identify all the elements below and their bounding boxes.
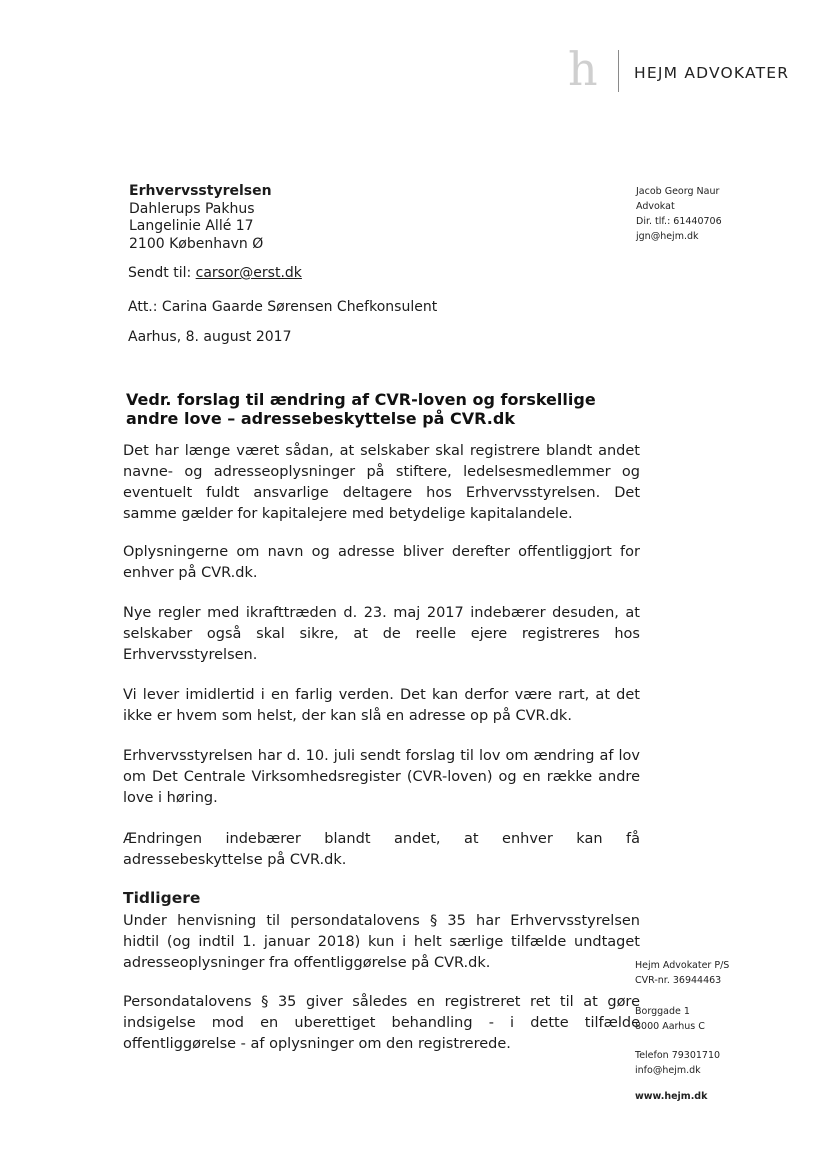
footer-company (635, 958, 729, 988)
body-paragraph: Erhvervsstyrelsen har d. 10. juli sendt forslag til lov om ændring af lov om Det Centrale Virksomhedsregister (CVR-loven) og en række andre love i høring. (123, 748, 640, 806)
footer-company-name: Hejm Advokater P/S (635, 960, 730, 971)
sender-name: Jacob Georg Naur (636, 186, 720, 197)
footer-city: 8000 Aarhus C (635, 1021, 705, 1032)
letter-headline: Vedr. forslag til ændring af CVR-loven og forskellige andre love – adressebeskyttelse på CVR.dk (126, 390, 596, 428)
attention-line: Att.: Carina Gaarde Sørensen Chefkonsulent (128, 299, 438, 315)
sender-contact (636, 184, 722, 244)
footer-address (635, 1004, 705, 1034)
body-paragraph: Vi lever imidlertid i en farlig verden. Det kan derfor være rart, at det ikke er hvem som helst, der kan slå en adresse op på CVR.dk. (123, 687, 640, 724)
sent-to-email-link[interactable]: carsor@erst.dk (195, 265, 302, 281)
sender-email: jgn@hejm.dk (636, 231, 699, 242)
sent-to-label: Sendt til: (128, 265, 192, 281)
recipient-address (129, 183, 272, 253)
letter-date: Aarhus, 8. august 2017 (128, 329, 292, 345)
firm-logo-icon: h (568, 42, 598, 96)
footer-email: info@hejm.dk (635, 1065, 701, 1076)
body-paragraph: Ændringen indebærer blandt andet, at enhver kan få adressebeskyttelse på CVR.dk. (123, 831, 640, 868)
section-paragraph: Under henvisning til persondatalovens § 35 har Erhvervsstyrelsen hidtil (og indtil 1. januar 2018) kun i helt særlige tilfælde undtaget adresseoplysninger fra offentliggørelse på CVR.dk. (123, 913, 640, 971)
logo-divider (618, 50, 619, 92)
section-heading: Tidligere (123, 889, 201, 907)
sender-phone: Dir. tlf.: 61440706 (636, 216, 722, 227)
footer-cvr: CVR-nr. 36944463 (635, 975, 722, 986)
sender-title: Advokat (636, 201, 675, 212)
sent-to-line (128, 265, 302, 281)
body-paragraph: Oplysningerne om navn og adresse bliver derefter offentliggjort for enhver på CVR.dk. (123, 544, 640, 581)
recipient-line: 2100 København Ø (129, 235, 264, 252)
body-paragraph: Det har længe været sådan, at selskaber skal registrere blandt andet navne- og adresseoplysninger på stiftere, ledelsesmedlemmer og eventuelt fuldt ansvarlige deltagere hos Erhvervsstyrelsen. Det samme gælder for kapitalejere med betydelige kapitalandele. (123, 443, 640, 522)
footer-phone: Telefon 79301710 (635, 1050, 721, 1061)
firm-name: HEJM ADVOKATER (634, 64, 790, 82)
recipient-line: Dahlerups Pakhus (129, 200, 255, 217)
body-paragraph: Nye regler med ikrafttræden d. 23. maj 2017 indebærer desuden, at selskaber også skal sikre, at de reelle ejere registreres hos Erhvervsstyrelsen. (123, 605, 640, 663)
footer-website: www.hejm.dk (635, 1091, 708, 1102)
section-paragraph: Persondatalovens § 35 giver således en registreret ret til at gøre indsigelse mod en uberettiget behandling - i dette tilfælde offentliggørelse - af oplysninger om den registrerede. (123, 994, 640, 1052)
footer-contact (635, 1048, 720, 1078)
recipient-name: Erhvervsstyrelsen (129, 183, 272, 199)
footer-street: Borggade 1 (635, 1006, 690, 1017)
recipient-line: Langelinie Allé 17 (129, 218, 254, 234)
